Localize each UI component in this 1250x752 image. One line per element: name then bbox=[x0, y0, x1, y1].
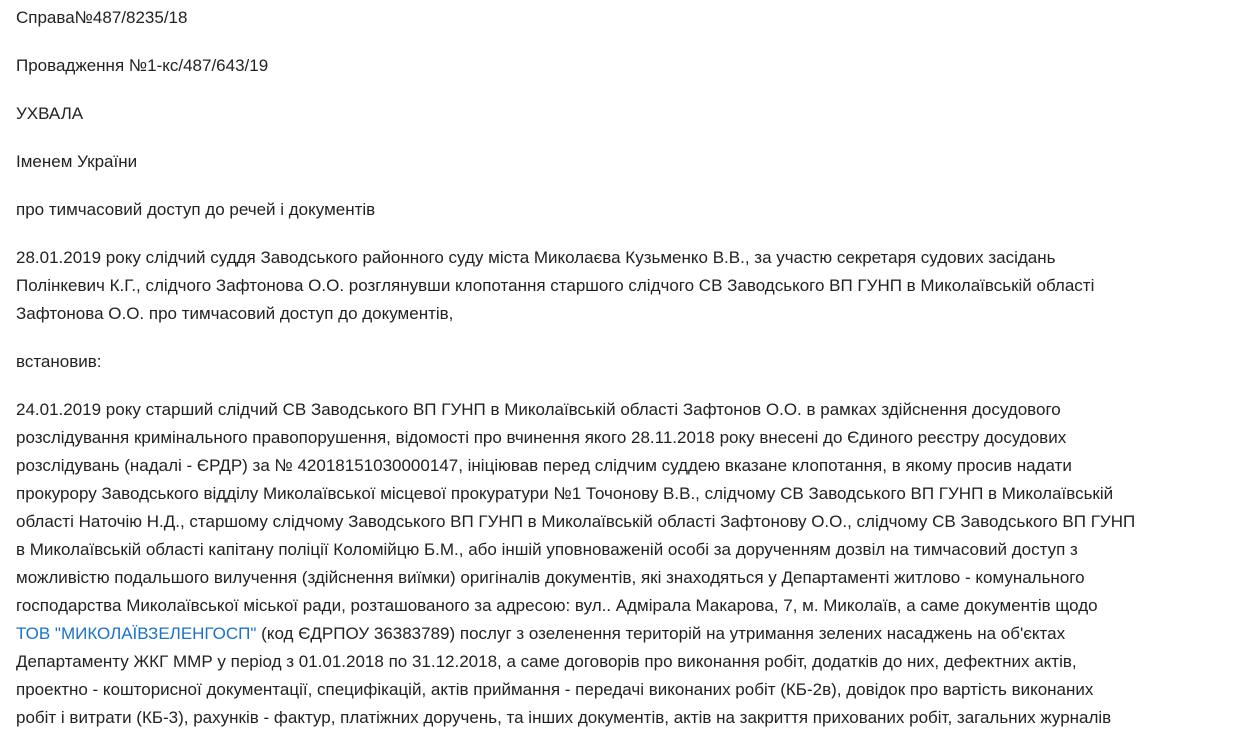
document-subject: про тимчасовий доступ до речей і документів bbox=[16, 200, 376, 219]
body-line: області Наточію Н.Д., старшому слідчому Заводського ВП ГУНП в Миколаївській області Зафтонову О.О., слідчому СВ Заводського ВП ГУНП bbox=[16, 512, 1136, 531]
in-name-of-ukraine: Іменем України bbox=[16, 152, 138, 171]
court-ruling-document bbox=[16, 4, 1240, 752]
body-line: 24.01.2019 року старший слідчий СВ Заводського ВП ГУНП в Миколаївській області Зафтонов О.О. в рамках здійснення досудового bbox=[16, 400, 1061, 419]
body-line: розслідувань (надалі - ЄРДР) за № 42018151030000147, ініціював перед слідчим суддею вказане клопотання, в якому просив надати bbox=[16, 456, 1072, 475]
company-link[interactable]: ТОВ "МИКОЛАЇВЗЕЛЕНГОСП" bbox=[16, 624, 257, 643]
intro-paragraph bbox=[16, 244, 1240, 328]
body-line: розслідування кримінального правопорушення, відомості про вчинення якого 28.11.2018 року внесені до Єдиного реєстру досудових bbox=[16, 428, 1067, 447]
case-number: Справа№487/8235/18 bbox=[16, 8, 188, 27]
established-heading: встановив: bbox=[16, 352, 102, 371]
body-line: робіт і витрати (КБ-3), рахунків - фактур, платіжних доручень, та інших документів, актів на закриття прихованих робіт, загальних журналів bbox=[16, 708, 1112, 727]
body-line: проектно - кошторисної документації, специфікацій, актів приймання - передачі виконаних робіт (КБ-2в), довідок про вартість виконаних bbox=[16, 680, 1094, 699]
intro-line: 28.01.2019 року слідчий суддя Заводського районного суду міста Миколаєва Кузьменко В.В., за участю секретаря судових засідань bbox=[16, 248, 1056, 267]
body-line-with-link bbox=[16, 620, 1240, 648]
proceeding-number: Провадження №1-кс/487/643/19 bbox=[16, 56, 269, 75]
body-line: господарства Миколаївської міської ради, розташованого за адресою: вул.. Адмірала Макарова, 7, м. Миколаїв, а саме документів щодо bbox=[16, 596, 1098, 615]
body-line: прокурору Заводського відділу Миколаївської місцевої прокуратури №1 Точонову В.В., слідчому СВ Заводського ВП ГУНП в Миколаївській bbox=[16, 484, 1114, 503]
document-title: УХВАЛА bbox=[16, 104, 84, 123]
intro-line: Полінкевич К.Г., слідчого Зафтонова О.О. розглянувши клопотання старшого слідчого СВ Заводського ВП ГУНП в Миколаївській області bbox=[16, 276, 1095, 295]
link-line-rest: (код ЄДРПОУ 36383789) послуг з озеленення територій на утримання зелених насаджень на об'єктах bbox=[256, 624, 1066, 643]
intro-line: Зафтонова О.О. про тимчасовий доступ до документів, bbox=[16, 304, 454, 323]
body-line: можливістю подальшого вилучення (здійснення виїмки) оригіналів документів, які знаходяться у Департаменті житлово - комунального bbox=[16, 568, 1085, 587]
body-paragraph bbox=[16, 396, 1240, 732]
body-line: Департаменту ЖКГ ММР у період з 01.01.2018 по 31.12.2018, а саме договорів про виконання робіт, додатків до них, дефектних актів, bbox=[16, 652, 1077, 671]
body-line: в Миколаївській області капітану поліції Коломійцю Б.М., або іншій уповноваженій особі за дорученням дозвіл на тимчасовий доступ з bbox=[16, 540, 1078, 559]
